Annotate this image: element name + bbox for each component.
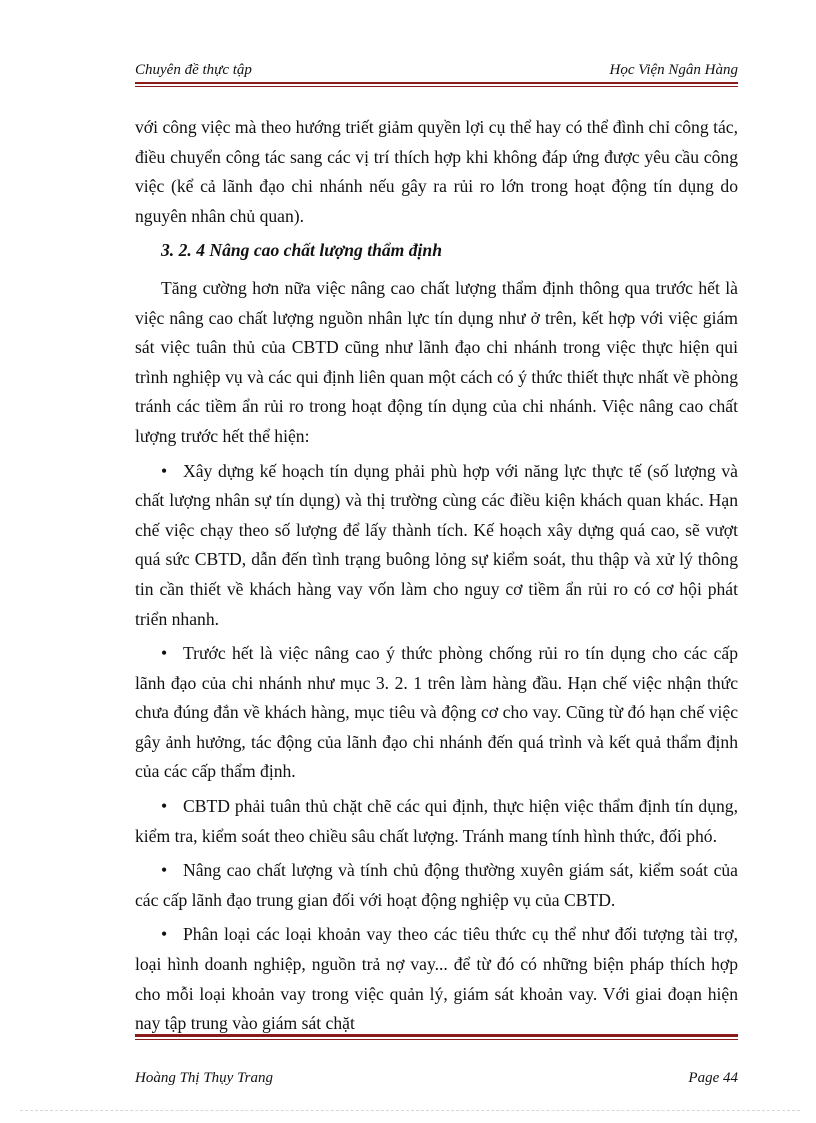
page-header — [135, 58, 738, 82]
footer-author: Hoàng Thị Thụy Trang — [135, 1070, 273, 1086]
bullet-text: Phân loại các loại khoản vay theo các tiêu thức cụ thể như đối tượng tài trợ, loại hình doanh nghiệp, nguồn trả nợ vay... để từ đó có những biện pháp thích hợp cho mỗi loại khoản vay trong việc quản lý, giám sát khoản vay. Với giai đoạn hiện nay tập trung vào giám sát chặt — [135, 924, 738, 1034]
bullet-icon: • — [161, 796, 168, 817]
section-heading: 3. 2. 4 Nâng cao chất lượng thẩm định — [161, 240, 443, 261]
page-number: Page 44 — [688, 1070, 738, 1086]
bullet-text: Trước hết là việc nâng cao ý thức phòng chống rủi ro tín dụng cho các cấp lãnh đạo của chi nhánh như mục 3. 2. 1 trên làm hàng đầu. Hạn chế việc nhận thức chưa đúng đắn về khách hàng, mục tiêu và động cơ cho vay. Cũng từ đó hạn chế việc gây ảnh hưởng, tác động của lãnh đạo chi nhánh đến quá trình và kết quả thẩm định của các cấp thẩm định. — [135, 643, 738, 782]
bullet-item — [135, 920, 738, 1038]
bullet-icon: • — [161, 643, 168, 664]
header-rule — [135, 82, 738, 87]
header-institution: Học Viện Ngân Hàng — [609, 62, 738, 78]
header-title: Chuyên đề thực tập — [135, 62, 252, 78]
footer-rule — [135, 1034, 738, 1040]
bullet-item — [135, 856, 738, 915]
bullet-icon: • — [161, 460, 168, 481]
page-edge-divider — [20, 1110, 800, 1111]
page-body — [135, 113, 738, 1044]
paragraph-intro: Tăng cường hơn nữa việc nâng cao chất lượng thẩm định thông qua trước hết là việc nâng cao chất lượng nguồn nhân lực tín dụng như ở trên, kết hợp với việc giám sát việc tuân thủ của CBTD cũng như lãnh đạo chi nhánh trong việc thực hiện qui trình nghiệp vụ và các qui định liên quan một cách có ý thức thiết thực nhất về phòng tránh các tiềm ẩn rủi ro trong hoạt động tín dụng của chi nhánh. Việc nâng cao chất lượng trước hết thể hiện: — [135, 277, 738, 446]
bullet-item — [135, 457, 738, 635]
bullet-text: Nâng cao chất lượng và tính chủ động thường xuyên giám sát, kiểm soát của các cấp lãnh đạo trung gian đối với hoạt động nghiệp vụ của CBTD. — [135, 860, 738, 910]
bullet-text: CBTD phải tuân thủ chặt chẽ các qui định, thực hiện việc thẩm định tín dụng, kiểm tra, kiểm soát theo chiều sâu chất lượng. Tránh mang tính hình thức, đối phó. — [135, 796, 738, 846]
bullet-item — [135, 792, 738, 851]
bullet-icon: • — [161, 924, 168, 945]
bullet-text: Xây dựng kế hoạch tín dụng phải phù hợp với năng lực thực tế (số lượng và chất lượng nhân sự tín dụng) và thị trường cùng các điều kiện khách quan khác. Hạn chế việc chạy theo số lượng để lấy thành tích. Kế hoạch xây dựng quá cao, sẽ vượt quá sức CBTD, dẫn đến tình trạng buông lỏng sự kiểm soát, thu thập và xử lý thông tin cần thiết về khách hàng vay vốn làm cho nguy cơ tiềm ẩn rủi ro có cơ hội phát triển nhanh. — [135, 460, 738, 629]
paragraph-continuation: với công việc mà theo hướng triết giảm quyền lợi cụ thể hay có thể đình chỉ công tác, điều chuyển công tác sang các vị trí thích hợp khi không đáp ứng được yêu cầu công việc (kể cả lãnh đạo chi nhánh nếu gây ra rủi ro lớn trong hoạt động tín dụng do nguyên nhân chủ quan). — [135, 117, 738, 226]
bullet-icon: • — [161, 860, 168, 881]
bullet-item — [135, 639, 738, 787]
